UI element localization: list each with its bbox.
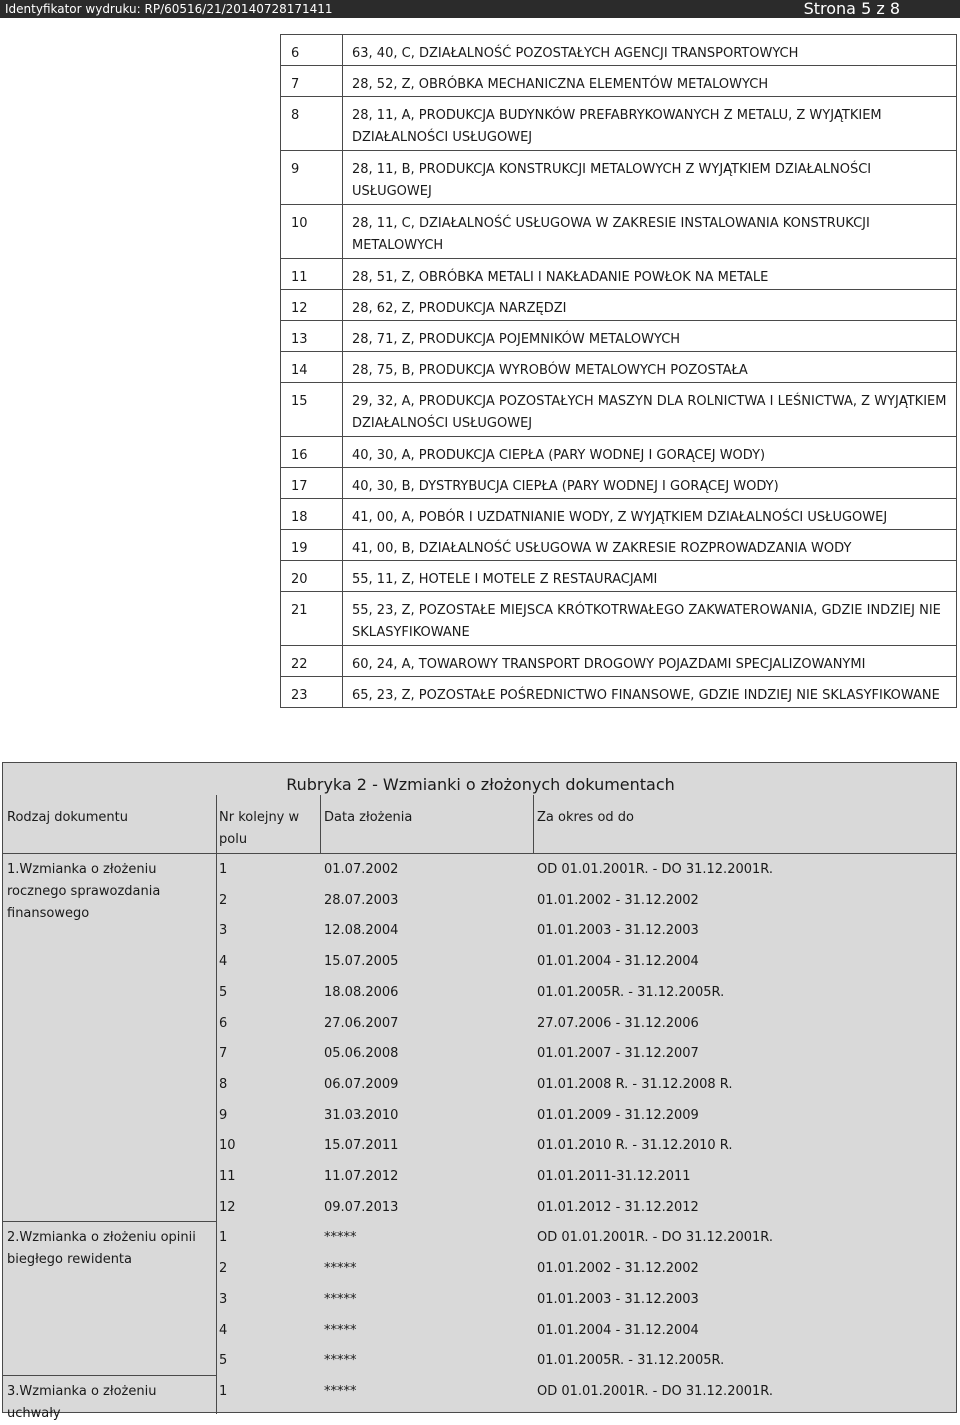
activity-number: 22 xyxy=(281,646,343,677)
doc-row-period: 01.01.2012 - 31.12.2012 xyxy=(537,1199,699,1215)
doc-row-number: 7 xyxy=(219,1046,228,1062)
activity-text: 55, 23, Z, POZOSTAŁE MIEJSCA KRÓTKOTRWAŁEGO ZAKWATEROWANIA, GDZIE INDZIEJ NIE SKLASYFIKOWANE xyxy=(343,592,957,646)
activity-row xyxy=(281,468,957,499)
doc-row-number: 1 xyxy=(219,1383,228,1399)
activity-number: 17 xyxy=(281,468,343,499)
page-number: Strona 5 z 8 xyxy=(803,0,900,18)
doc-row-period: 01.01.2003 - 31.12.2003 xyxy=(537,923,699,939)
activity-row xyxy=(281,561,957,592)
doc-row-number: 9 xyxy=(219,1107,228,1123)
doc-row-number: 8 xyxy=(219,1076,228,1092)
activity-text: 40, 30, A, PRODUKCJA CIEPŁA (PARY WODNEJ I GORĄCEJ WODY) xyxy=(343,437,957,468)
doc-row-period: OD 01.01.2001R. - DO 31.12.2001R. xyxy=(537,1383,773,1399)
doc-row-date: 01.07.2002 xyxy=(324,862,399,877)
doc-row-period: 01.01.2007 - 31.12.2007 xyxy=(537,1046,699,1062)
activity-number: 7 xyxy=(281,66,343,97)
doc-row-date: ***** xyxy=(324,1261,357,1277)
activity-row xyxy=(281,66,957,97)
activity-number: 12 xyxy=(281,290,343,321)
doc-row-number: 4 xyxy=(219,1322,228,1338)
doc-row-number: 2 xyxy=(219,1261,228,1277)
doc-row-period: OD 01.01.2001R. - DO 31.12.2001R. xyxy=(537,1230,773,1246)
documents-section xyxy=(2,762,957,1421)
activity-text: 65, 23, Z, POZOSTAŁE POŚREDNICTWO FINANSOWE, GDZIE INDZIEJ NIE SKLASYFIKOWANE xyxy=(343,677,957,708)
doc-row-period: 01.01.2003 - 31.12.2003 xyxy=(537,1291,699,1307)
print-identifier: Identyfikator wydruku: RP/60516/21/20140728171411 xyxy=(5,2,333,16)
column-divider xyxy=(320,795,321,854)
activity-number: 19 xyxy=(281,530,343,561)
doc-row-number: 11 xyxy=(219,1169,236,1184)
activity-number: 15 xyxy=(281,383,343,437)
activity-row xyxy=(281,592,957,646)
document-type: 2.Wzmianka o złożeniu opinii biegłego rewidenta xyxy=(7,1230,196,1268)
doc-row-number: 12 xyxy=(219,1199,236,1215)
doc-row-date: 06.07.2009 xyxy=(324,1076,399,1092)
doc-row-number: 4 xyxy=(219,954,228,970)
activity-text: 28, 75, B, PRODUKCJA WYROBÓW METALOWYCH POZOSTAŁA xyxy=(343,352,957,383)
activity-text: 41, 00, A, POBÓR I UZDATNIANIE WODY, Z WYJĄTKIEM DZIAŁALNOŚCI USŁUGOWEJ xyxy=(343,499,957,530)
doc-row-date: ***** xyxy=(324,1291,357,1307)
doc-row-period: 01.01.2009 - 31.12.2009 xyxy=(537,1107,699,1123)
activities-table xyxy=(280,34,957,708)
activity-text: 28, 71, Z, PRODUKCJA POJEMNIKÓW METALOWYCH xyxy=(343,321,957,352)
group-divider xyxy=(3,1375,217,1376)
header-divider xyxy=(3,853,956,854)
activity-number: 6 xyxy=(281,35,343,66)
doc-row-number: 5 xyxy=(219,1353,228,1369)
group-divider xyxy=(3,1221,217,1222)
activity-row xyxy=(281,35,957,66)
doc-row-number: 6 xyxy=(219,1015,228,1031)
activity-text: 28, 11, C, DZIAŁALNOŚĆ USŁUGOWA W ZAKRESIE INSTALOWANIA KONSTRUKCJI METALOWYCH xyxy=(343,205,957,259)
activity-number: 20 xyxy=(281,561,343,592)
activity-text: 28, 51, Z, OBRÓBKA METALI I NAKŁADANIE POWŁOK NA METALE xyxy=(343,259,957,290)
doc-row-date: 31.03.2010 xyxy=(324,1107,399,1123)
activity-number: 16 xyxy=(281,437,343,468)
activity-row xyxy=(281,151,957,205)
activity-text: 28, 62, Z, PRODUKCJA NARZĘDZI xyxy=(343,290,957,321)
doc-row-date: 18.08.2006 xyxy=(324,984,399,1000)
activity-row xyxy=(281,646,957,677)
activity-text: 28, 11, A, PRODUKCJA BUDYNKÓW PREFABRYKOWANYCH Z METALU, Z WYJĄTKIEM DZIAŁALNOŚCI USŁUGOWEJ xyxy=(343,97,957,151)
doc-row-date: ***** xyxy=(324,1353,357,1369)
documents-title: Rubryka 2 - Wzmianki o złożonych dokumentach xyxy=(286,775,675,794)
activity-number: 21 xyxy=(281,592,343,646)
document-type: 3.Wzmianka o złożeniu uchwały xyxy=(7,1383,157,1421)
doc-row-date: 05.06.2008 xyxy=(324,1046,399,1062)
doc-row-number: 5 xyxy=(219,984,228,1000)
doc-row-date: 15.07.2005 xyxy=(324,954,399,970)
doc-row-period: OD 01.01.2001R. - DO 31.12.2001R. xyxy=(537,862,773,877)
activity-text: 60, 24, A, TOWAROWY TRANSPORT DROGOWY POJAZDAMI SPECJALIZOWANYMI xyxy=(343,646,957,677)
doc-row-period: 27.07.2006 - 31.12.2006 xyxy=(537,1015,699,1031)
column-divider xyxy=(216,795,217,1414)
doc-row-period: 01.01.2010 R. - 31.12.2010 R. xyxy=(537,1138,733,1154)
doc-row-period: 01.01.2008 R. - 31.12.2008 R. xyxy=(537,1076,733,1092)
activity-number: 11 xyxy=(281,259,343,290)
col-header-type: Rodzaj dokumentu xyxy=(7,810,128,825)
activity-text: 55, 11, Z, HOTELE I MOTELE Z RESTAURACJAMI xyxy=(343,561,957,592)
doc-row-period: 01.01.2004 - 31.12.2004 xyxy=(537,954,699,970)
doc-row-number: 2 xyxy=(219,892,228,908)
activity-row xyxy=(281,383,957,437)
activity-row xyxy=(281,437,957,468)
activity-number: 23 xyxy=(281,677,343,708)
activity-number: 8 xyxy=(281,97,343,151)
activity-row xyxy=(281,677,957,708)
activity-number: 13 xyxy=(281,321,343,352)
col-header-period: Za okres od do xyxy=(537,810,634,825)
activity-row xyxy=(281,352,957,383)
activity-number: 9 xyxy=(281,151,343,205)
activity-row xyxy=(281,321,957,352)
doc-row-number: 3 xyxy=(219,1291,228,1307)
doc-row-date: 11.07.2012 xyxy=(324,1169,399,1184)
doc-row-number: 3 xyxy=(219,923,228,939)
doc-row-date: 15.07.2011 xyxy=(324,1138,399,1154)
activity-number: 14 xyxy=(281,352,343,383)
doc-row-number: 1 xyxy=(219,862,228,877)
activity-number: 10 xyxy=(281,205,343,259)
doc-row-period: 01.01.2005R. - 31.12.2005R. xyxy=(537,1353,725,1369)
doc-row-date: 09.07.2013 xyxy=(324,1199,399,1215)
doc-row-period: 01.01.2011-31.12.2011 xyxy=(537,1169,691,1184)
activity-row xyxy=(281,259,957,290)
doc-row-number: 10 xyxy=(219,1138,236,1154)
doc-row-date: ***** xyxy=(324,1230,357,1246)
doc-row-period: 01.01.2004 - 31.12.2004 xyxy=(537,1322,699,1338)
activity-row xyxy=(281,97,957,151)
doc-row-period: 01.01.2002 - 31.12.2002 xyxy=(537,1261,699,1277)
doc-row-period: 01.01.2002 - 31.12.2002 xyxy=(537,892,699,908)
activity-number: 18 xyxy=(281,499,343,530)
print-header xyxy=(0,0,960,18)
doc-row-period: 01.01.2005R. - 31.12.2005R. xyxy=(537,984,725,1000)
doc-row-date: ***** xyxy=(324,1322,357,1338)
activity-text: 40, 30, B, DYSTRYBUCJA CIEPŁA (PARY WODNEJ I GORĄCEJ WODY) xyxy=(343,468,957,499)
activity-text: 28, 11, B, PRODUKCJA KONSTRUKCJI METALOWYCH Z WYJĄTKIEM DZIAŁALNOŚCI USŁUGOWEJ xyxy=(343,151,957,205)
document-type: 1.Wzmianka o złożeniu rocznego sprawozdania finansowego xyxy=(7,862,161,921)
activity-row xyxy=(281,530,957,561)
activity-row xyxy=(281,205,957,259)
col-header-date: Data złożenia xyxy=(324,810,413,825)
activity-text: 28, 52, Z, OBRÓBKA MECHANICZNA ELEMENTÓW METALOWYCH xyxy=(343,66,957,97)
doc-row-date: 28.07.2003 xyxy=(324,892,399,908)
doc-row-number: 1 xyxy=(219,1230,228,1246)
activity-text: 29, 32, A, PRODUKCJA POZOSTAŁYCH MASZYN DLA ROLNICTWA I LEŚNICTWA, Z WYJĄTKIEM DZIAŁALNOŚCI USŁUGOWEJ xyxy=(343,383,957,437)
activity-text: 41, 00, B, DZIAŁALNOŚĆ USŁUGOWA W ZAKRESIE ROZPROWADZANIA WODY xyxy=(343,530,957,561)
column-divider xyxy=(533,795,534,854)
activity-text: 63, 40, C, DZIAŁALNOŚĆ POZOSTAŁYCH AGENCJI TRANSPORTOWYCH xyxy=(343,35,957,66)
activity-row xyxy=(281,499,957,530)
doc-row-date: 27.06.2007 xyxy=(324,1015,399,1031)
doc-row-date: 12.08.2004 xyxy=(324,923,399,939)
col-header-nr: Nr kolejny w polu xyxy=(219,810,300,847)
activity-row xyxy=(281,290,957,321)
doc-row-date: ***** xyxy=(324,1383,357,1399)
